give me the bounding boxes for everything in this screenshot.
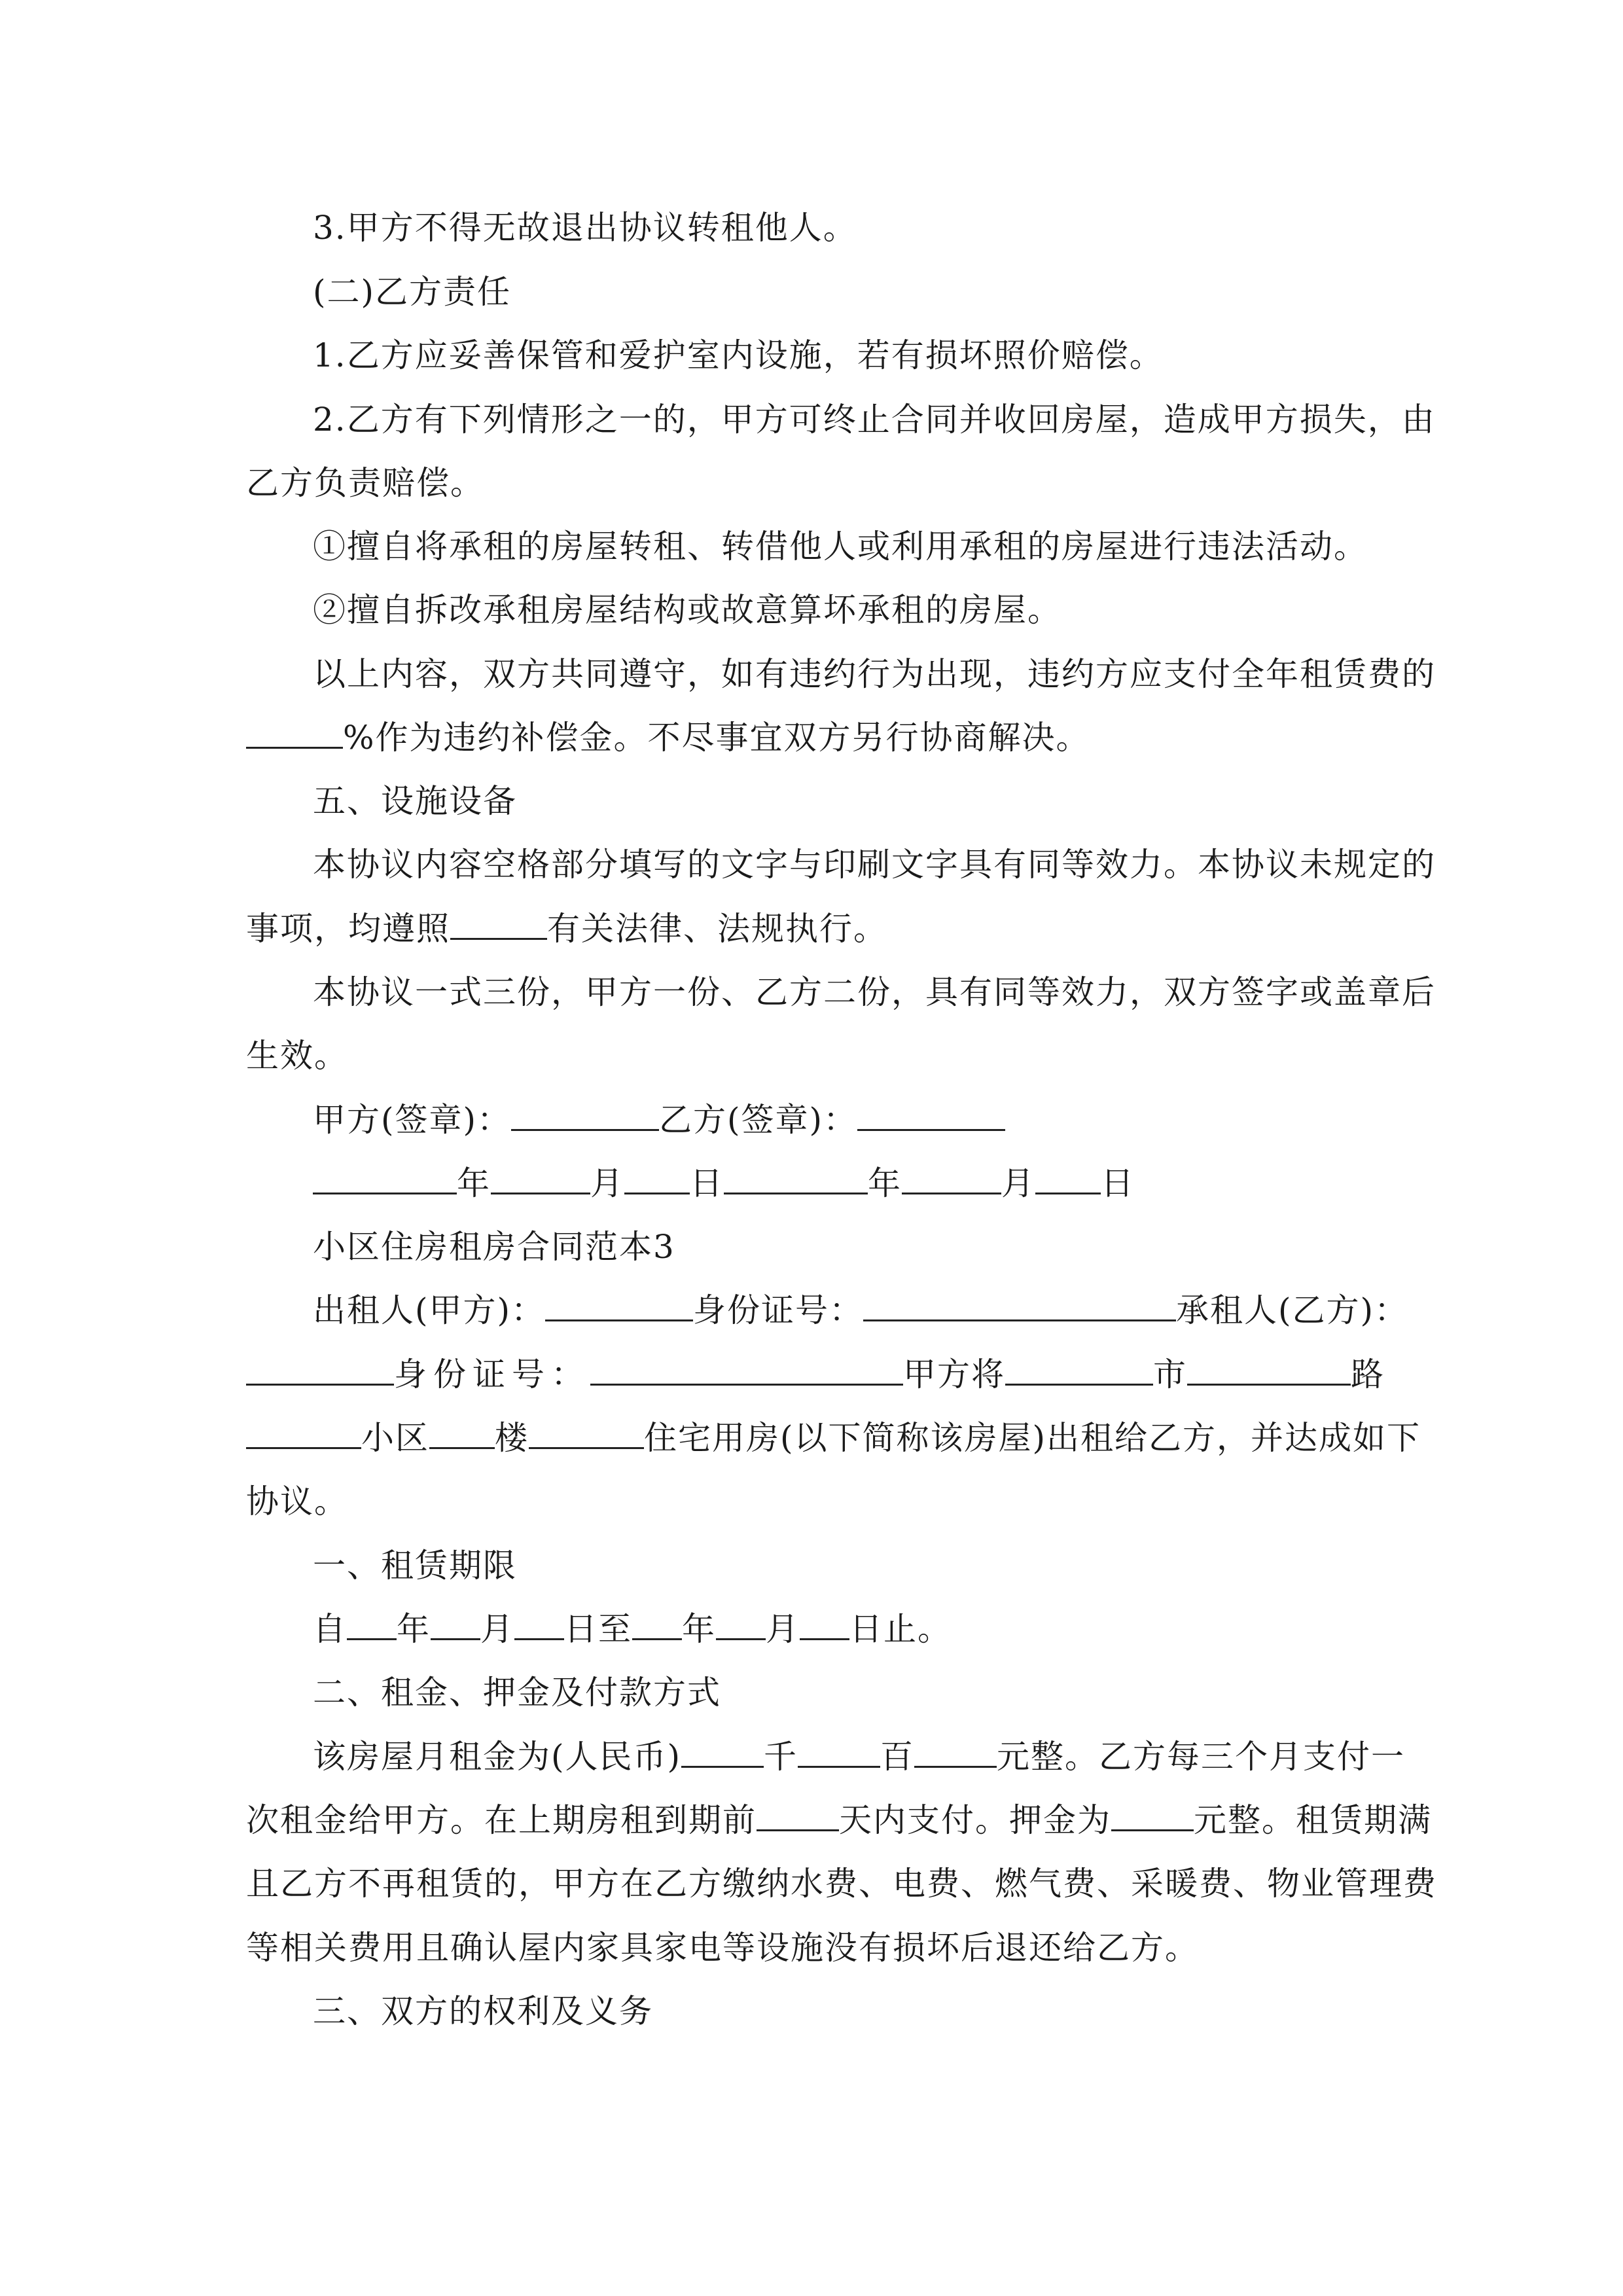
party-b-seal-label: 乙方(签章)： [659, 1101, 858, 1139]
paragraph-line: ①擅自将承租的房屋转租、转借他人或利用承租的房屋进行违法活动。 [313, 528, 1368, 565]
blank-field [514, 1609, 564, 1640]
section-heading: 二、租金、押金及付款方式 [313, 1674, 721, 1712]
blank-field [450, 909, 547, 940]
blank-field [1111, 1801, 1194, 1831]
year-label: 年 [682, 1610, 716, 1648]
blank-field [757, 1801, 839, 1831]
year-label: 年 [397, 1610, 431, 1648]
section-heading: 一、租赁期限 [313, 1547, 517, 1585]
blank-field [1187, 1355, 1351, 1386]
blank-field [1035, 1164, 1101, 1194]
contract-title: 小区住房租房合同范本3 [313, 1228, 675, 1266]
community-label: 小区 [361, 1419, 429, 1457]
paragraph-line: 乙方负责赔偿。 [246, 464, 484, 502]
day-end-label: 日止。 [849, 1610, 952, 1648]
month-label: 月 [480, 1610, 514, 1648]
signature-line [313, 1100, 1005, 1139]
blank-field [246, 1355, 394, 1386]
party-a-label: 甲方将 [903, 1355, 1005, 1393]
line-text: 事项，均遵照 [246, 910, 450, 948]
blank-field [347, 1609, 397, 1640]
paragraph-line: 以上内容，双方共同遵守，如有违约行为出现，违约方应支付全年租赁费的 [313, 655, 1436, 693]
month-label: 月 [766, 1610, 800, 1648]
blank-field [681, 1737, 764, 1768]
year-label: 年 [868, 1164, 902, 1202]
building-label: 楼 [495, 1419, 529, 1457]
blank-field [529, 1418, 644, 1449]
paragraph-line: 等相关费用且确认屋内家具家电等设施没有损坏后退还给乙方。 [246, 1929, 1199, 1967]
id-number-label: 身份证号： [693, 1291, 864, 1329]
paragraph-line: 1.乙方应妥善保管和爱护室内设施，若有损坏照价赔偿。 [313, 336, 1164, 374]
paragraph-line [246, 909, 887, 948]
lease-term-line [313, 1609, 952, 1649]
road-label: 路 [1351, 1355, 1385, 1393]
blank-field [431, 1609, 480, 1640]
section-heading: 五、设施设备 [313, 782, 517, 820]
paragraph-line: ②擅自拆改承租房屋结构或故意算坏承租的房屋。 [313, 591, 1061, 629]
year-label: 年 [457, 1164, 491, 1202]
party-info-line [246, 1418, 1421, 1458]
city-label: 市 [1153, 1355, 1187, 1393]
day-to-label: 日至 [564, 1610, 632, 1648]
paragraph-line: 3.甲方不得无故退出协议转租他人。 [313, 209, 857, 247]
blank-field [246, 718, 343, 749]
paragraph-line: 生效。 [246, 1037, 348, 1075]
paragraph-line: 协议。 [246, 1482, 348, 1520]
day-label: 日 [1101, 1164, 1135, 1202]
party-info-line [313, 1291, 1408, 1330]
month-label: 月 [590, 1164, 624, 1202]
blank-field [246, 1418, 361, 1449]
blank-field [863, 1291, 1176, 1321]
blank-field [545, 1291, 693, 1321]
line-text: %作为违约补偿金。不尽事宜双方另行协商解决。 [343, 719, 1090, 757]
blank-field [632, 1609, 682, 1640]
paragraph-line [246, 718, 1090, 757]
blank-field [511, 1100, 659, 1131]
line-text: 元整。租赁期满 [1194, 1801, 1432, 1839]
line-text: 天内支付。押金为 [839, 1801, 1111, 1839]
section-heading: (二)乙方责任 [313, 273, 512, 311]
blank-field [724, 1164, 868, 1194]
rent-line [313, 1737, 1405, 1776]
paragraph-line: 本协议一式三份，甲方一份、乙方二份，具有同等效力，双方签字或盖章后 [313, 973, 1436, 1011]
blank-field [716, 1609, 766, 1640]
rent-line [246, 1801, 1432, 1840]
blank-field [914, 1737, 997, 1768]
blank-field [1005, 1355, 1153, 1386]
date-line [313, 1164, 1135, 1203]
line-text: 有关法律、法规执行。 [547, 910, 887, 948]
paragraph-line: 本协议内容空格部分填写的文字与印刷文字具有同等效力。本协议未规定的 [313, 846, 1436, 884]
party-info-line [246, 1355, 1385, 1394]
section-heading: 三、双方的权利及义务 [313, 1992, 653, 2030]
blank-field [313, 1164, 457, 1194]
line-text: 住宅用房(以下简称该房屋)出租给乙方，并达成如下 [644, 1419, 1421, 1457]
blank-field [800, 1609, 849, 1640]
blank-field [624, 1164, 690, 1194]
paragraph-line: 且乙方不再租赁的，甲方在乙方缴纳水费、电费、燃气费、采暖费、物业管理费 [246, 1865, 1437, 1903]
blank-field [590, 1355, 903, 1386]
thousand-label: 千 [764, 1738, 798, 1776]
line-text: 次租金给甲方。在上期房租到期前 [246, 1801, 757, 1839]
blank-field [429, 1418, 495, 1449]
blank-field [491, 1164, 590, 1194]
from-label: 自 [313, 1610, 347, 1648]
month-label: 月 [1001, 1164, 1035, 1202]
hundred-label: 百 [880, 1738, 915, 1776]
line-text: 元整。乙方每三个月支付一 [997, 1738, 1406, 1776]
id-number-label: 身份证号： [394, 1355, 590, 1393]
day-label: 日 [690, 1164, 724, 1202]
party-a-seal-label: 甲方(签章)： [313, 1101, 512, 1139]
line-text: 该房屋月租金为(人民币) [313, 1738, 682, 1776]
blank-field [798, 1737, 880, 1768]
paragraph-line: 2.乙方有下列情形之一的，甲方可终止合同并收回房屋，造成甲方损失，由 [313, 401, 1436, 439]
blank-field [857, 1100, 1005, 1131]
blank-field [902, 1164, 1001, 1194]
lessor-label: 出租人(甲方)： [313, 1291, 546, 1329]
lessee-label: 承租人(乙方)： [1176, 1291, 1409, 1329]
